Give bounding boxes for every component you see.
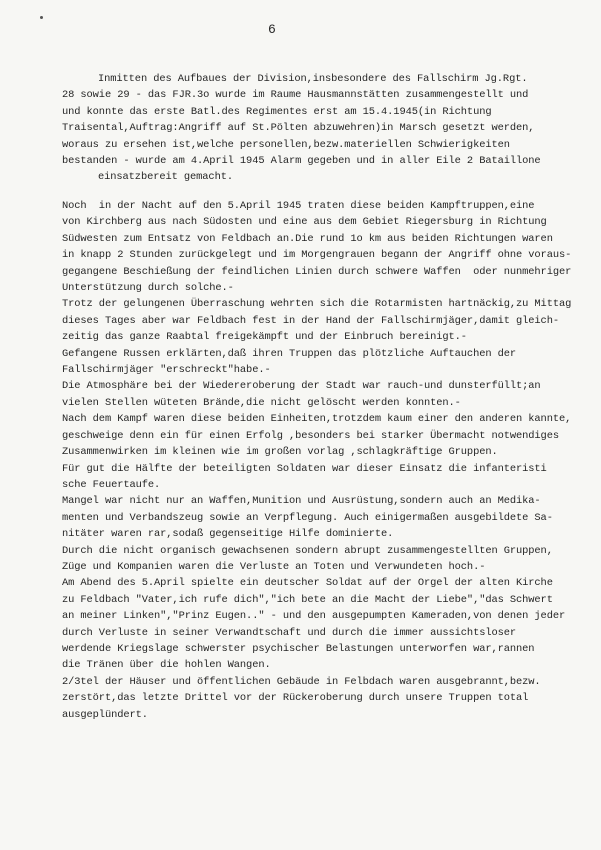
text-line: Durch die nicht organisch gewachsenen sondern abrupt zusammengestellten Gruppen, [62,544,553,557]
text-line: Zusammenwirken im kleinen wie im großen vorlag ,schlagkräftige Gruppen. [62,446,498,459]
text-line: Inmitten des Aufbaues der Division,insbesondere des Fallschirm Jg.Rgt. [98,73,528,85]
text-line: Unterstützung durch solche.- [62,282,234,295]
text-line: 2/3tel der Häuser und öffentlichen Gebäude in Felbdach waren ausgebrannt,bezw. [62,675,541,688]
body-text [62,198,594,723]
text-line: Für gut die Hälfte der beteiligten Soldaten war dieser Einsatz die infanteristi [62,462,547,475]
text-line: geschweige denn ein für einen Erfolg ,besonders bei starker Übermacht notwendiges [62,429,559,442]
text-line: menten und Verbandszeug sowie an Verpflegung. Auch einigermaßen ausgebildete Sa- [62,511,553,524]
text-line: vielen Stellen wüteten Brände,die nicht gelöscht werden konnten.- [62,396,461,409]
text-line: werdende Kriegslage schwerster psychischer Belastungen unterworfen war,rannen [62,642,535,655]
text-line: von Kirchberg aus nach Südosten und eine aus dem Gebiet Riegersburg in Richtung [62,216,547,229]
text-line: zeitig das ganze Raabtal freigekämpft und der Einbruch bereinigt.- [62,331,467,344]
page-number: 6 [268,22,276,37]
text-line: Am Abend des 5.April spielte ein deutscher Soldat auf der Orgel der alten Kirche [62,577,553,590]
text-line: gegangene Beschießung der feindlichen Linien durch schwere Waffen oder nunmehriger [62,265,572,278]
paper-speck [40,16,43,19]
text-line: Noch in der Nacht auf den 5.April 1945 traten diese beiden Kampftruppen,eine [62,200,535,212]
text-line: Gefangene Russen erklärten,daß ihren Truppen das plötzliche Auftauchen der [62,347,517,360]
paragraph-intro [62,71,594,186]
text-line: und konnte das erste Batl.des Regimentes erst am 15.4.1945(in Richtung [62,105,492,118]
text-line: sche Feuertaufe. [62,478,161,491]
text-line: Züge und Kompanien waren die Verluste an Toten und Verwundeten hoch.- [62,560,486,573]
text-line: dieses Tages aber war Feldbach fest in der Hand der Fallschirmjäger,damit gleich- [62,314,559,327]
text-line: Traisental,Auftrag:Angriff auf St.Pölten abzuwehren)in Marsch gesetzt werden, [62,122,535,135]
text-line: in knapp 2 Stunden zurückgelegt und im Morgengrauen begann der Angriff ohne voraus- [62,249,572,262]
text-line: an meiner Linken","Prinz Eugen.." - und den ausgepumpten Kameraden,von denen jeder [62,610,566,623]
text-line: woraus zu ersehen ist,welche personellen,bezw.materiellen Schwierigkeiten [62,138,510,151]
text-line: einsatzbereit gemacht. [98,171,233,184]
text-line: ausgeplündert. [62,708,148,721]
text-line: Südwesten zum Entsatz von Feldbach an.Die rund 1o km aus beiden Richtungen waren [62,232,553,245]
text-line: Fallschirmjäger "erschreckt"habe.- [62,364,271,377]
text-line: zerstört,das letzte Drittel vor der Rückeroberung durch unsere Truppen total [62,692,529,705]
text-line: nitäter waren rar,sodaß gegenseitige Hilfe dominierte. [62,528,394,541]
text-line: Nach dem Kampf waren diese beiden Einheiten,trotzdem kaum einer den anderen kannte, [62,413,572,426]
text-line: zu Feldbach "Vater,ich rufe dich","ich bete an die Macht der Liebe","das Schwert [62,593,553,606]
text-line: bestanden - wurde am 4.April 1945 Alarm gegeben und in aller Eile 2 Bataillone [62,155,541,168]
text-line: durch Verluste in seiner Verwandtschaft und durch die immer aussichtsloser [62,626,517,639]
text-line: Mangel war nicht nur an Waffen,Munition und Ausrüstung,sondern auch an Medika- [62,495,541,508]
text-line: Die Atmosphäre bei der Wiedereroberung der Stadt war rauch-und dunsterfüllt;an [62,380,541,393]
text-line: 28 sowie 29 - das FJR.3o wurde im Raume Hausmannstätten zusammengestellt und [62,89,529,102]
text-line: Trotz der gelungenen Überraschung wehrten sich die Rotarmisten hartnäckig,zu Mittag [62,298,572,311]
text-line: die Tränen über die hohlen Wangen. [62,659,271,672]
